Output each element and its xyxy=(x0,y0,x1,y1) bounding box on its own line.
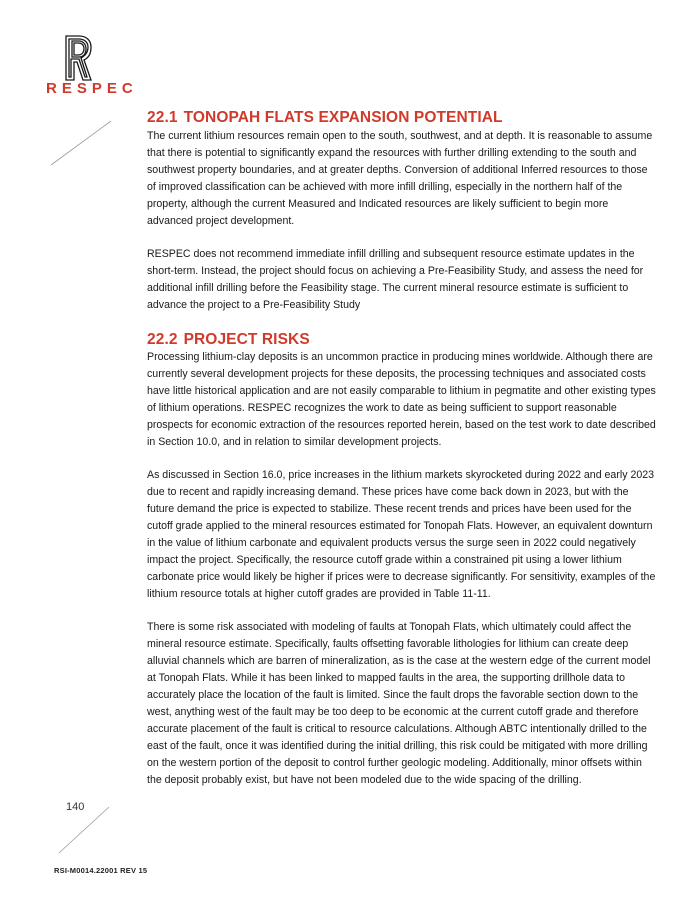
document-body xyxy=(147,108,657,789)
paragraph: Processing lithium-clay deposits is an uncommon practice in producing mines worldwide. Although there are currently several development projects for these deposits, the processing techniques and associated costs have little historical application and are not easily comparable to lithium in pegmatite and other existing types of lithium operations. RESPEC recognizes the work to date as being sufficient to support reasonable prospects for economic extraction of the resources reported herein, based on the test work to date described in Section 10.0, and in relation to similar development projects. xyxy=(147,351,656,448)
paragraph: As discussed in Section 16.0, price increases in the lithium markets skyrocketed during 2022 and early 2023 due to recent and rapidly increasing demand. These prices have come back down in 2023, but with the future demand the price is expected to stabilize. These recent trends and prices have been used for the cutoff grade applied to the mineral resources estimated for Tonopah Flats. However, an equivalent downturn in the value of lithium carbonate and equivalent products versus the surge seen in 2022 could negatively impact the project. Specifically, the resource cutoff grade within a constrained pit using a lower lithium carbonate price would likely be higher if prices were to decrease significantly. For sensitivity, examples of the lithium resource totals at higher cutoff grades are provided in Table 11-11. xyxy=(147,469,656,600)
paragraph: There is some risk associated with modeling of faults at Tonopah Flats, which ultimately could affect the mineral resource estimate. Specifically, faults offsetting favorable lithologies for lithium can create deep alluvial channels which are barren of mineralization, as is the case at the western edge of the current model at Tonopah Flats. While it has been linked to mapped faults in the area, the supporting drillhole data to accurately place the location of the fault is limited. Since the fault drops the favorable section down to the west, anything west of the fault may be too deep to be economic at the current cutoff grade and therefore accurate placement of the fault is critical to resource calculations. Although ABTC intentionally drilled to the east of the fault, once it was identified during the initial drilling, this risk could be mitigated with more drilling on the western portion of the deposit to control further geologic modeling. Additionally, minor offsets within the deposit probably exist, but have not been modeled due to the wide spacing of the drilling. xyxy=(147,621,651,786)
decorative-diagonal-line-bottom xyxy=(58,806,110,854)
section-number: 22.1 xyxy=(147,109,178,126)
section-title: TONOPAH FLATS EXPANSION POTENTIAL xyxy=(183,109,503,126)
page-number: 140 xyxy=(66,801,85,813)
decorative-diagonal-line-top xyxy=(50,120,112,166)
section-project-risks xyxy=(147,330,657,789)
document-code: RSI-M0014.22001 REV 15 xyxy=(54,866,148,875)
paragraph: RESPEC does not recommend immediate infill drilling and subsequent resource estimate updates in the short-term. Instead, the project should focus on achieving a Pre-Feasibility Study, and assess the need for additional infill drilling before the Feasibility stage. The current mineral resource estimate is sufficient to advance the project to a Pre-Feasibility Study xyxy=(147,248,644,311)
respec-logo-mark-icon xyxy=(44,34,116,114)
section-heading xyxy=(147,108,657,127)
section-expansion-potential xyxy=(147,108,657,314)
section-title: PROJECT RISKS xyxy=(183,331,310,348)
section-heading xyxy=(147,330,657,349)
paragraph: The current lithium resources remain open to the south, southwest, and at depth. It is reasonable to assume that there is potential to significantly expand the resources with further drilling extending to the south and southwest property boundaries, and at greater depths. Conversion of additional Inferred resources to those of improved classification can be achieved with more infill drilling, especially in the northern half of the property, although the current Measured and Indicated resources are likely sufficient to begin more advanced project development. xyxy=(147,130,653,227)
respec-logo-wordmark: RESPEC xyxy=(46,80,138,97)
section-number: 22.2 xyxy=(147,331,178,348)
